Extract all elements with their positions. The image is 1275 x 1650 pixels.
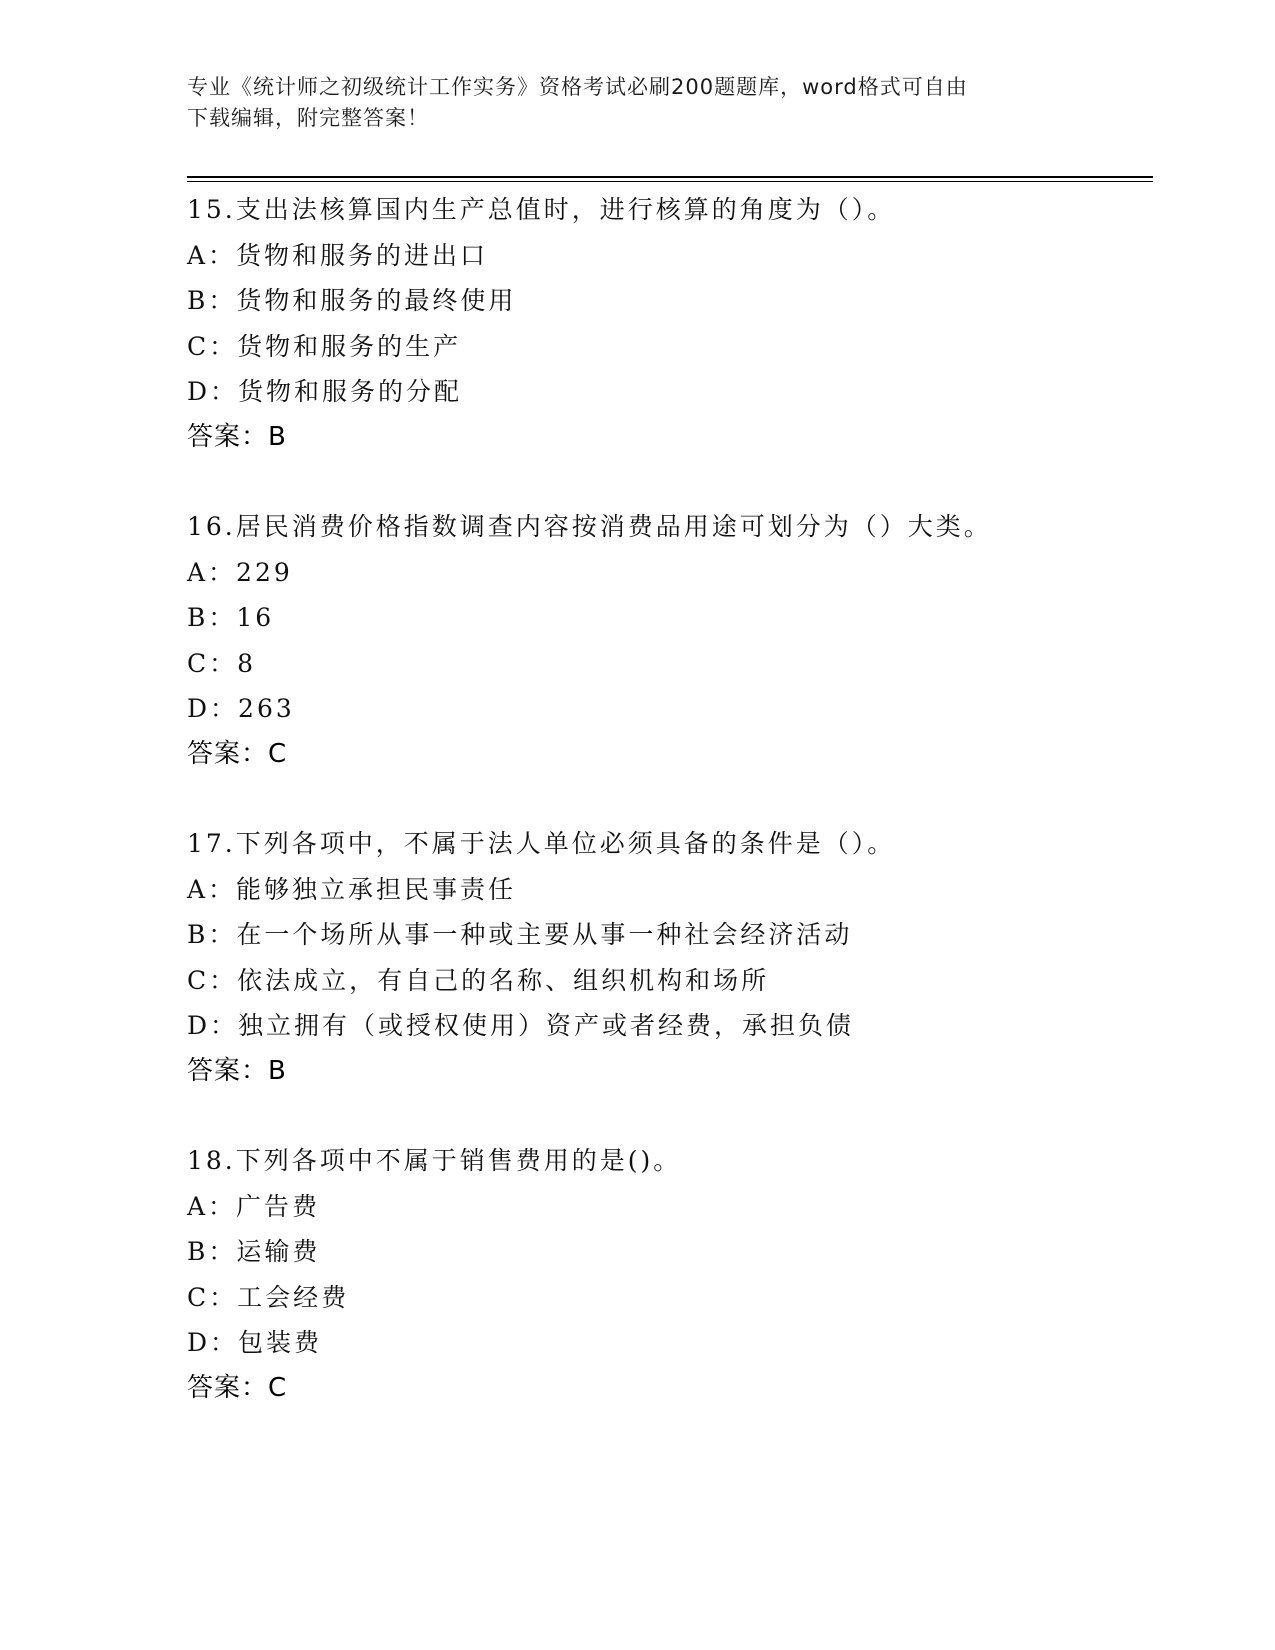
question-list [187,187,1153,1411]
question-item [187,187,1153,460]
question-stem: 18.下列各项中不属于销售费用的是()。 [187,1146,682,1175]
question-item [187,821,1153,1094]
option-d: D：货物和服务的分配 [187,377,463,406]
question-stem: 15.支出法核算国内生产总值时，进行核算的角度为（）。 [187,195,896,224]
answer-line: 答案：B [187,1055,287,1086]
option-b: B：在一个场所从事一种或主要从事一种社会经济活动 [187,920,853,949]
answer-line: 答案：C [187,738,288,769]
document-header [187,72,1067,134]
header-divider-thin [187,181,1153,182]
option-a: A：广告费 [187,1191,321,1221]
option-d: D：独立拥有（或授权使用）资产或者经费，承担负债 [187,1011,855,1040]
option-c: C：工会经费 [187,1282,350,1312]
option-a: A：能够独立承担民事责任 [187,874,517,904]
option-d: D：263 [187,694,295,723]
option-c: C：依法成立，有自己的名称、组织机构和场所 [187,965,770,995]
question-stem: 17.下列各项中，不属于法人单位必须具备的条件是（）。 [187,829,896,858]
option-d: D：包装费 [187,1328,323,1357]
option-c: C：货物和服务的生产 [187,331,462,361]
option-b: B：运输费 [187,1237,321,1266]
question-item [187,1138,1153,1411]
option-b: B：货物和服务的最终使用 [187,286,517,315]
option-a: A：货物和服务的进出口 [187,240,489,270]
answer-line: 答案：B [187,421,287,452]
question-item [187,504,1153,777]
option-b: B：16 [187,603,275,632]
answer-line: 答案：C [187,1372,288,1403]
header-divider-thick [187,176,1153,178]
header-line-2: 下载编辑，附完整答案！ [187,106,429,130]
option-a: A：229 [187,557,293,587]
question-stem: 16.居民消费价格指数调查内容按消费品用途可划分为（）大类。 [187,512,992,541]
option-c: C：8 [187,648,257,678]
header-line-1: 专业《统计师之初级统计工作实务》资格考试必刷200题题库，word格式可自由 [187,75,968,99]
